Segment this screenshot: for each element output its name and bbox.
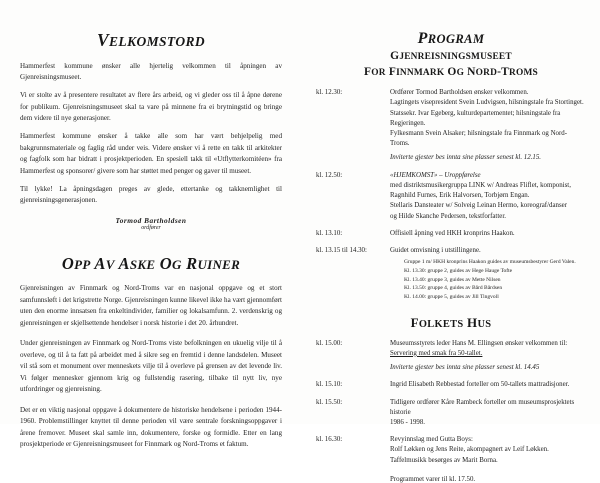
signature-role: ordfører xyxy=(141,224,161,231)
program-entry-detail xyxy=(390,229,586,239)
program-entry xyxy=(316,171,586,222)
velkomstord-heading xyxy=(20,30,282,51)
program-entry-line: Offisiell åpning ved HKH kronprins Haakon. xyxy=(390,229,515,237)
velkomstord-paragraph-3: Hammerfest kommune ønsker å takke alle som har vært behjelpelig med bakgrunnsmateriale og faglig råd under veis. Videre ønsker vi å rette en takk til arkitekter og fagfolk som har bidratt i prosjektperioden. En spesiell takk til «Utflytterkomitéen» fra Hammerfest og sponsorer/ givere som har støttet med penger og gaver til museet. xyxy=(20,132,282,175)
guided-tour-group: Kl. 13.50: gruppe 4, guides av Bård Bårdsen xyxy=(404,285,503,292)
aske-paragraph-2: Under gjenreisningen av Finnmark og Nord-Troms viste befolkningen en ukuelig vilje til å overleve, og til å ta fatt på arbeidet med å sikre seg en fremtid i denne landsdelen. Museet vil stå som et monument over menneskets vilje til å overleve på grensen av det levende liv. Vi følger mennesker gjennom krig og fullstendig rasering, tilbake til nytt liv, nye utfordringer og gjenreisning. xyxy=(20,339,282,394)
venue-entry-line: Rolf Løkken og Jens Reite, akompagnert av Leif Løkken. xyxy=(390,446,549,454)
program-entry-list xyxy=(316,88,586,302)
guided-tour-group-list xyxy=(404,258,586,301)
program-entry-time: kl. 13.10: xyxy=(316,229,343,237)
venue-entry-line: Ingrid Elisabeth Rebbestad forteller om 50-tallets mattradisjoner. xyxy=(390,381,570,389)
left-column xyxy=(0,0,300,449)
program-entry-detail xyxy=(390,171,586,222)
program-subtitle-line-2: FOR FINNMARK OG NORD-TROMS xyxy=(364,65,538,78)
program-entry-detail xyxy=(390,88,586,164)
velkomstord-paragraph-2: Vi er stolte av å presentere resultatet av flere års arbeid, og vi gleder oss til å åpne dørene for publikum. Gjenreisningsmuseet skal ta vare på minnene fra ei brytningstid og bringe dem videre til nye generasjoner. xyxy=(20,91,282,123)
closing-note: Programmet varer til kl. 17.50. xyxy=(390,475,476,483)
venue-entry-time: kl. 15.00: xyxy=(316,339,343,347)
program-entry xyxy=(316,229,586,239)
opp-av-aske-og-ruiner-heading xyxy=(20,254,282,274)
program-entry-line: Stellaris Dansteater w/ Solveig Leinan Hermo, koreograf/danser xyxy=(390,202,567,210)
program-entry-time: kl. 12.30: xyxy=(316,89,343,97)
program-entry-line: Fylkesmann Svein Alsaker; hilsningstale fra Finnmark og Nord-Troms. xyxy=(390,130,568,148)
program-entry-line: Ordfører Tormod Bartholdsen ønsker velkommen. xyxy=(390,89,529,97)
program-heading-block xyxy=(316,30,586,79)
program-subtitle-line-1: GJENREISNINGSMUSEET xyxy=(390,50,512,62)
guided-tour-group: Kl. 13.30: gruppe 2, guides av Hege Hauge Tofte xyxy=(404,267,513,274)
venue-entry-line: Taffelmusikk besørges av Marit Borna. xyxy=(390,456,498,464)
program-entry-line: Ragnhild Furnes, Erik Halvorsen, Torbjørn Engan. xyxy=(390,192,530,200)
venue-entry-detail xyxy=(390,380,586,390)
venue-entry-line: Tidligere ordfører Kåre Rambeck forteller om museumsprosjektets historie xyxy=(390,398,575,416)
program-entry-line: Lagtingets visepresident Svein Ludvigsen, hilsningstale fra Stortinget. xyxy=(390,99,584,107)
program-title: PROGRAM xyxy=(417,30,485,47)
guided-tour-group: Kl. 14.00: gruppe 5, guides av Jill Tingvoll xyxy=(404,293,499,300)
program-entry xyxy=(316,88,586,164)
venue-entry-detail xyxy=(390,435,586,466)
program-entry-line: «HJEMKOMST» – Uroppførelse xyxy=(390,171,481,179)
venue-entry-time: kl. 15.50: xyxy=(316,398,343,406)
venue-entry-line: Museumsstyrets leder Hans M. Ellingsen ønsker velkommen til: xyxy=(390,339,568,347)
program-entry-line: og Hilde Skanche Pedersen, tekstforfatter. xyxy=(390,212,506,220)
venue-entry xyxy=(316,435,586,466)
folkets-hus-heading-text: FOLKETS HUS xyxy=(410,314,492,330)
venue-entry-note: Inviterte gjester bes innta sine plasser senest kl. 14.45 xyxy=(390,364,540,372)
program-entry-line: Statssekr. Ivar Egeberg, kulturdepartementet; hilsningstale fra xyxy=(390,109,561,117)
program-entry-line: Guidet omvisning i utstillingene. xyxy=(390,246,481,254)
program-entry-detail xyxy=(390,246,586,302)
aske-paragraph-3: Det er en viktig nasjonal oppgave å dokumentere de historiske hendelsene i perioden 1944-1960. Problemstillinger knyttet til denne perioden vil være sentrale forskningsoppgaver i årene fremover. Museet skal samle inn, dokumentere, forske og formidle. Etter en lang prosjektperiode er Gjenreisningsmuseet for Finnmark og Nord-Troms et faktum. xyxy=(20,405,282,449)
venue-entry-underlined: Servering med smak fra 50-tallet. xyxy=(390,349,483,357)
velkomstord-paragraph-1: Hammerfest kommune ønsker alle hjertelig velkommen til åpningen av Gjenreisningsmuseet. xyxy=(20,62,282,82)
venue-entry-line: Revyinnslag med Gutta Boys: xyxy=(390,436,473,444)
signature-name: Tormod Bartholdsen xyxy=(115,215,187,225)
venue-entry-time: kl. 15.10: xyxy=(316,381,343,389)
guided-tour-group: Kl. 13.40: gruppe 3, guides av Mette Nilsen xyxy=(404,276,501,283)
program-entry-line: med distriktsmusikergruppa LINK w/ Andreas Fliflet, komponist, xyxy=(390,181,571,189)
venue-entry-line: 1986 - 1998. xyxy=(390,418,426,426)
venue-entry xyxy=(316,380,586,390)
program-entry-line: Regjeringen. xyxy=(390,119,426,127)
venue-entry-time: kl. 16.30: xyxy=(316,436,343,444)
venue-entry-detail xyxy=(390,339,586,374)
program-entry xyxy=(316,246,586,302)
venue-entry-list xyxy=(316,339,586,466)
aske-paragraph-1: Gjenreisningen av Finnmark og Nord-Troms var en nasjonal oppgave og et stort samfunnsløft i det krigstrette Norge. Gjenreisningen kunne likevel ikke ha vært gjennomført uten den enorme innsatsen fra enkeltindivider, familier og lokalsamfunn. 2. verdenskrig og gjenreisningen er skjellsettende hendelser i norsk historie i det 20. århundret. xyxy=(20,284,282,327)
right-column xyxy=(300,0,600,483)
folkets-hus-heading xyxy=(316,315,586,331)
signature-block xyxy=(20,216,282,232)
venue-entry xyxy=(316,339,586,374)
velkomstord-heading-text: VELKOMSTORD xyxy=(96,30,206,50)
program-entry-note: Inviterte gjester bes innta sine plasser senest kl. 12.15. xyxy=(390,154,541,162)
guided-tour-group: Gruppe 1 m/ HKH kronprins Haakon guides av museumsbestyrer Gerd Valen. xyxy=(404,259,576,266)
program-entry-time: kl. 12.50: xyxy=(316,171,343,179)
velkomstord-paragraph-4: Til lykke! La åpningsdagen preges av glede, ettertanke og takknemlighet til gjenreisningsgenerasjonen. xyxy=(20,184,282,205)
opp-av-aske-og-ruiner-heading-text: OPP AV ASKE OG RUINER xyxy=(61,254,241,274)
program-entry-time: kl. 13.15 til 14.30: xyxy=(316,246,367,254)
